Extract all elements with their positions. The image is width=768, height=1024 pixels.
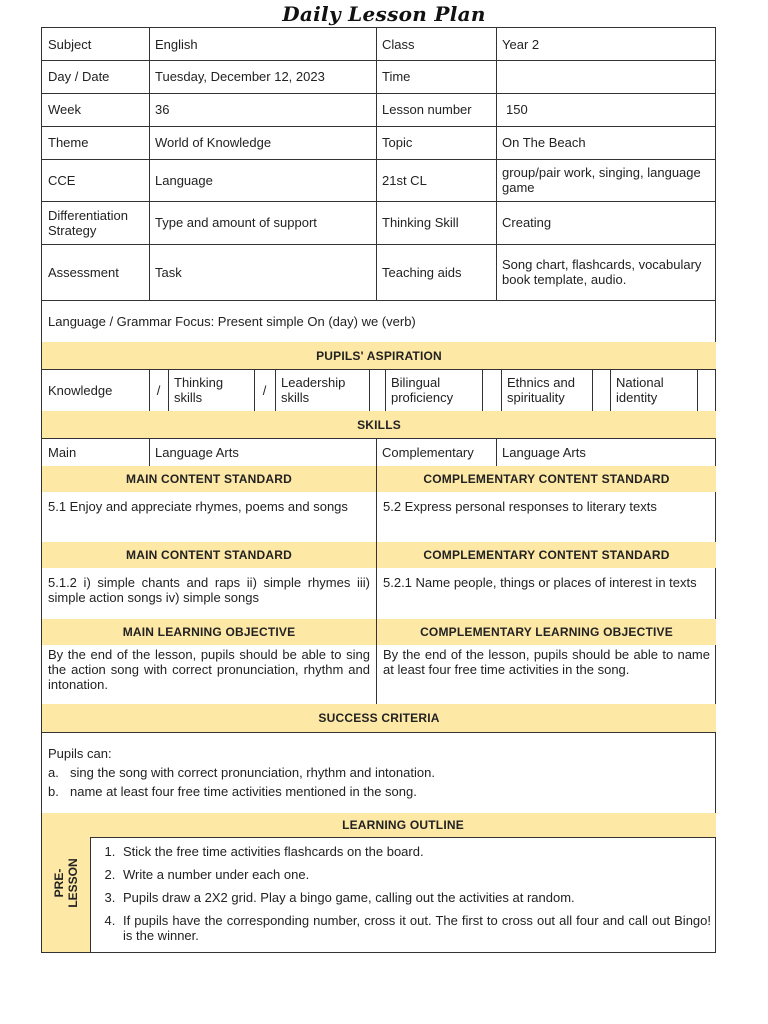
success-criteria-item xyxy=(48,765,708,780)
differentiation-value: Type and amount of support xyxy=(155,215,317,230)
main-content-standard: 5.1 Enjoy and appreciate rhymes, poems and songs xyxy=(48,499,348,514)
assessment-value: Task xyxy=(155,264,182,280)
comp-content-standard-header: COMPLEMENTARY CONTENT STANDARD xyxy=(377,466,716,492)
cl21-value: group/pair work, singing, language game xyxy=(502,165,701,195)
class-value: Year 2 xyxy=(502,36,540,52)
aspiration-thinking: Thinking skills xyxy=(174,375,224,405)
comp-content-standard: 5.2 Express personal responses to literary texts xyxy=(383,499,657,514)
pre-lesson-stage xyxy=(42,813,90,952)
main-learning-standard-header: MAIN CONTENT STANDARD xyxy=(42,542,376,568)
main-objective: By the end of the lesson, pupils should be able to sing the action song with correct pronunciation, rhythm and intonation. xyxy=(48,647,370,692)
lesson-plan-table xyxy=(41,27,716,953)
comp-learning-standard: 5.2.1 Name people, things or places of interest in texts xyxy=(383,575,697,590)
main-objective-header: MAIN LEARNING OBJECTIVE xyxy=(42,619,376,645)
success-criteria-text: name at least four free time activities mentioned in the song. xyxy=(70,784,417,799)
success-criteria-list xyxy=(48,746,708,803)
assessment-label: Assessment xyxy=(48,264,119,280)
class-label: Class xyxy=(382,36,415,52)
time-value xyxy=(496,60,716,93)
lesson-number-value: 150 xyxy=(506,102,528,117)
success-criteria-text: sing the song with correct pronunciation, rhythm and intonation. xyxy=(70,765,435,780)
outline-step: 1. Stick the free time activities flashcards on the board. xyxy=(119,844,711,859)
day-label: Day / Date xyxy=(48,69,110,84)
topic-value: On The Beach xyxy=(502,135,586,150)
success-criteria-label: a. xyxy=(48,765,59,780)
aspiration-knowledge-mark: / xyxy=(156,382,161,398)
page-title: Daily Lesson Plan xyxy=(282,2,486,26)
skills-comp-label: Complementary xyxy=(382,444,474,460)
outline-step: 2. Write a number under each one. xyxy=(119,867,711,882)
aspiration-bilingual: Bilingual proficiency xyxy=(391,375,454,405)
aspiration-knowledge: Knowledge xyxy=(48,382,113,398)
success-criteria-label: b. xyxy=(48,784,59,799)
comp-learning-standard-header: COMPLEMENTARY CONTENT STANDARD xyxy=(377,542,716,568)
cce-label: CCE xyxy=(48,172,76,188)
success-criteria-intro: Pupils can: xyxy=(48,746,112,761)
aspiration-bilingual-mark xyxy=(482,369,501,411)
time-label: Time xyxy=(382,69,411,84)
aspiration-national: National identity xyxy=(616,375,664,405)
aspiration-national-mark xyxy=(697,369,716,411)
day-value: Tuesday, December 12, 2023 xyxy=(155,69,325,84)
theme-value: World of Knowledge xyxy=(155,135,272,150)
topic-label: Topic xyxy=(382,135,413,150)
skills-main-value: Language Arts xyxy=(155,444,239,460)
skills-comp-value: Language Arts xyxy=(502,444,586,460)
thinking-skill-value: Creating xyxy=(502,215,552,230)
aspiration-thinking-mark: / xyxy=(262,382,267,398)
aspiration-ethnics: Ethnics and spirituality xyxy=(507,375,575,405)
aspiration-leadership-mark xyxy=(369,369,385,411)
differentiation-label: Differentiation Strategy xyxy=(48,207,128,238)
teaching-aids-value: Song chart, flashcards, vocabulary book template, audio. xyxy=(502,257,702,287)
subject-label: Subject xyxy=(48,36,92,52)
aspiration-leadership: Leadership skills xyxy=(281,375,346,405)
week-label: Week xyxy=(48,102,81,117)
learning-outline-header: LEARNING OUTLINE xyxy=(90,813,716,837)
main-learning-standard: 5.1.2 i) simple chants and raps ii) simple rhymes iii) simple action songs iv) simple songs xyxy=(48,575,370,605)
skills-header: SKILLS xyxy=(42,411,716,438)
learning-outline-steps xyxy=(91,844,711,951)
success-criteria-header: SUCCESS CRITERIA xyxy=(42,704,716,732)
comp-objective-header: COMPLEMENTARY LEARNING OBJECTIVE xyxy=(377,619,716,645)
outline-step: 3. Pupils draw a 2X2 grid. Play a bingo game, calling out the activities at random. xyxy=(119,890,711,905)
skills-main-label: Main xyxy=(48,444,77,460)
comp-objective: By the end of the lesson, pupils should be able to name at least four free time activities in the song. xyxy=(383,647,710,677)
cce-value: Language xyxy=(155,172,213,188)
grammar-focus: Language / Grammar Focus: Present simple On (day) we (verb) xyxy=(48,313,416,329)
lesson-number-label: Lesson number xyxy=(382,102,472,117)
subject-value: English xyxy=(155,36,198,52)
outline-step: 4. If pupils have the corresponding number, cross it out. The first to cross out all four and call out Bingo! is the winner. xyxy=(119,913,711,943)
aspiration-header: PUPILS' ASPIRATION xyxy=(42,342,716,369)
pre-lesson-label: PRE- LESSON xyxy=(52,858,80,908)
week-value: 36 xyxy=(155,102,170,117)
theme-label: Theme xyxy=(48,135,89,150)
main-content-standard-header: MAIN CONTENT STANDARD xyxy=(42,466,376,492)
success-criteria-item xyxy=(48,784,708,799)
thinking-skill-label: Thinking Skill xyxy=(382,215,459,230)
teaching-aids-label: Teaching aids xyxy=(382,264,462,280)
aspiration-ethnics-mark xyxy=(592,369,610,411)
cl21-label: 21st CL xyxy=(382,172,427,188)
